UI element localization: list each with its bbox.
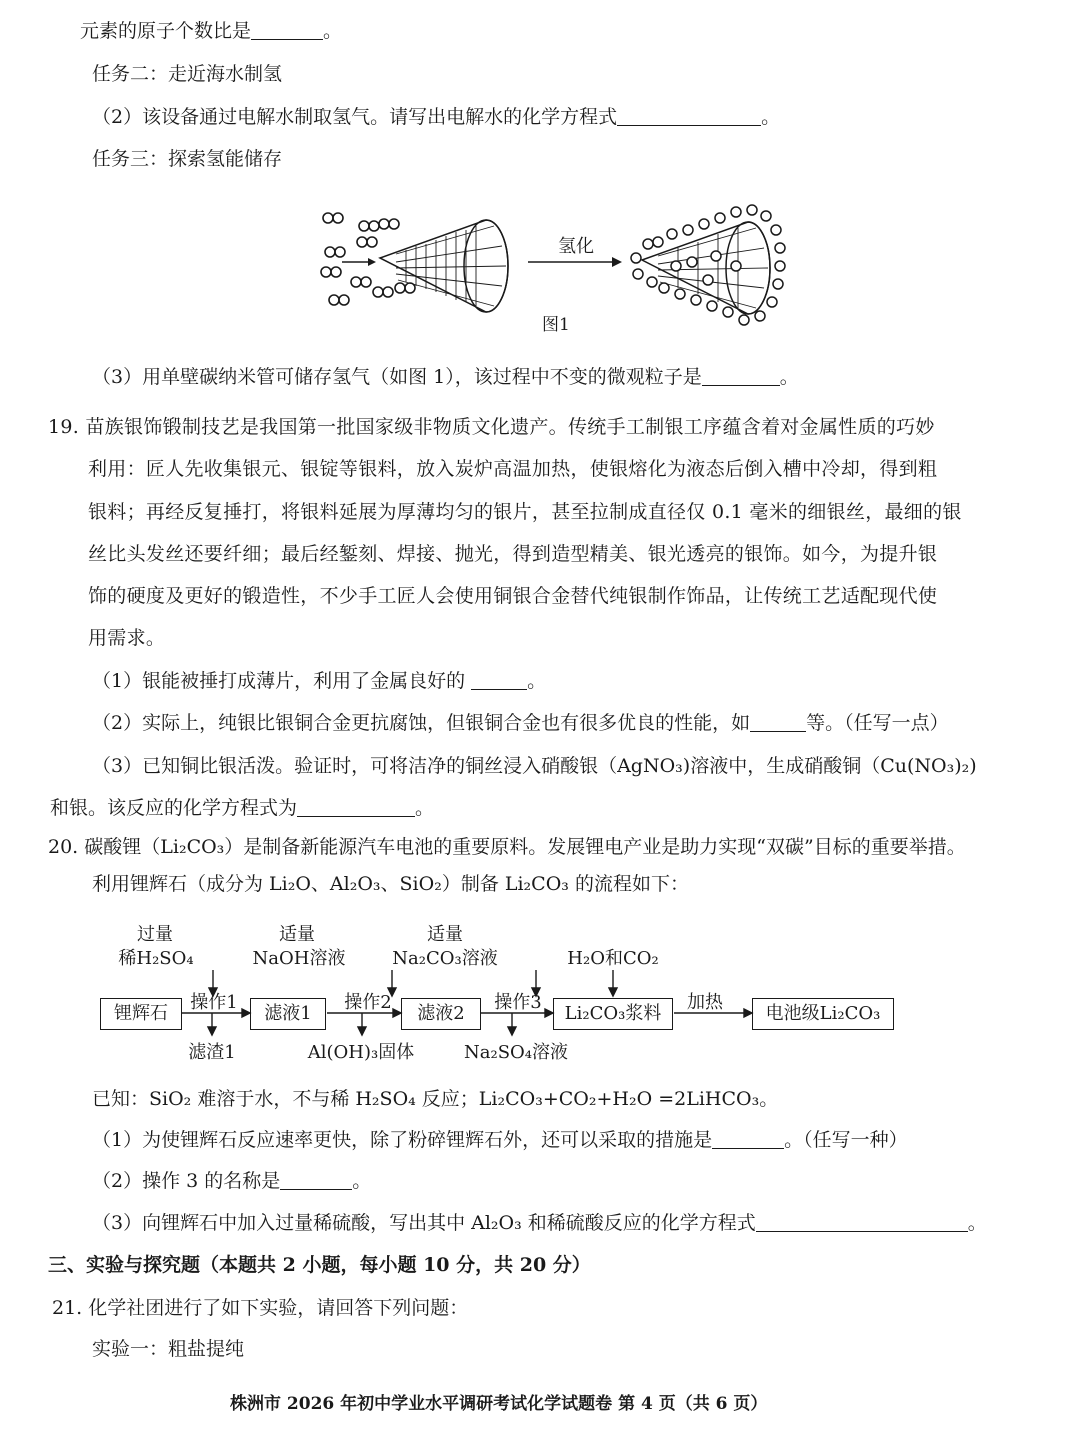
operation-2: 操作2 (344, 992, 392, 1013)
box-filtrate-1: 滤液1 (250, 998, 326, 1030)
answer-blank[interactable] (471, 670, 527, 690)
question-text: 元素的原子个数比是 (80, 20, 252, 43)
answer-blank[interactable] (702, 366, 780, 386)
question-text: 和银。该反应的化学方程式为 (50, 797, 298, 820)
answer-blank[interactable] (750, 712, 806, 732)
box-filtrate-2: 滤液2 (401, 998, 481, 1030)
answer-line (80, 20, 342, 44)
punctuation: 。 (352, 1170, 372, 1193)
q19-paragraph-line: 用需求。 (88, 627, 166, 649)
question-text: （2）该设备通过电解水制取氢气。请写出电解水的化学方程式 (92, 106, 618, 129)
question-3 (92, 366, 799, 390)
question-text: （2）实际上，纯银比银铜合金更抗腐蚀，但银铜合金也有很多优良的性能，如 (92, 712, 751, 735)
punctuation: 。 (415, 797, 435, 820)
page-footer: 株洲市 2026 年初中学业水平调研考试化学试题卷 第 4 页（共 6 页） (230, 1394, 768, 1414)
answer-blank[interactable] (712, 1129, 784, 1149)
answer-blank[interactable] (251, 20, 323, 40)
carbon-nanotube-empty (380, 220, 508, 312)
operation-heat: 加热 (687, 992, 723, 1013)
experiment-1-title: 实验一：粗盐提纯 (92, 1338, 245, 1360)
reagent-4: H₂O和CO₂ (567, 948, 659, 969)
box-battery-li2co3: 电池级Li₂CO₃ (752, 998, 894, 1030)
reagent-3: Na₂CO₃溶液 (392, 948, 498, 969)
operation-3: 操作3 (494, 992, 542, 1013)
punctuation: 。 (527, 670, 547, 693)
q20-intro: 20. 碳酸锂（Li₂CO₃）是制备新能源汽车电池的重要原料。发展锂电产业是助力实现“双碳”目标的重要举措。 (48, 836, 966, 858)
q19-part-2 (92, 712, 949, 736)
task3-title: 任务三：探索氢能储存 (92, 148, 283, 170)
carbon-nanotube-hydrogenated (631, 205, 785, 325)
punctuation: 。 (761, 106, 781, 129)
q19-part-3: （3）已知铜比银活泼。验证时，可将洁净的铜丝浸入硝酸银（AgNO₃)溶液中，生成硝酸铜（Cu(NO₃)₂) (92, 755, 977, 777)
q19-part-3-cont (50, 797, 434, 821)
nanotube-diagram (316, 196, 796, 346)
known-info: 已知：SiO₂ 难溶于水，不与稀 H₂SO₄ 反应；Li₂CO₃+CO₂+H₂O =2LiHCO₃。 (92, 1088, 779, 1110)
answer-blank[interactable] (297, 797, 415, 817)
reagent-2: NaOH溶液 (252, 948, 346, 969)
answer-blank[interactable] (756, 1212, 968, 1232)
task2-title: 任务二：走近海水制氢 (92, 63, 283, 85)
question-2 (92, 106, 780, 130)
question-text: 。（任写一种） (784, 1129, 908, 1152)
na2so4-solution: Na₂SO₄溶液 (464, 1042, 569, 1063)
figure-1 (316, 196, 796, 346)
reagent-1: 稀H₂SO₄ (118, 948, 194, 969)
box-spodumene: 锂辉石 (100, 998, 182, 1030)
q19-paragraph-line: 利用：匠人先收集银元、银锭等银料，放入炭炉高温加热，使银熔化为液态后倒入槽中冷却，得到粗 (88, 458, 938, 480)
punctuation: 。 (779, 366, 799, 389)
question-text: （3）用单壁碳纳米管可储存氢气（如图 1），该过程中不变的微观粒子是 (92, 366, 702, 389)
question-text: （1）银能被捶打成薄片，利用了金属良好的 (92, 670, 466, 693)
reagent-2-amount: 适量 (279, 924, 315, 945)
box-li2co3-slurry: Li₂CO₃浆料 (553, 998, 673, 1030)
q20-part-3 (92, 1212, 987, 1236)
operation-1: 操作1 (190, 992, 238, 1013)
question-text: 等。（任写一点） (806, 712, 949, 735)
q19-paragraph-line: 饰的硬度及更好的锻造性，不少手工匠人会使用铜银合金替代纯银制作饰品，让传统工艺适配现代使 (88, 585, 938, 607)
question-text: （3）向锂辉石中加入过量稀硫酸，写出其中 Al₂O₃ 和稀硫酸反应的化学方程式 (92, 1212, 756, 1235)
reagent-3-amount: 适量 (427, 924, 463, 945)
q19-paragraph-line: 19. 苗族银饰锻制技艺是我国第一批国家级非物质文化遗产。传统手工制银工序蕴含着对金属性质的巧妙 (48, 416, 935, 438)
q19-paragraph-line: 银料；再经反复捶打，将银料延展为厚薄均匀的银片，甚至拉制成直径仅 0.1 毫米的细银丝，最细的银 (88, 501, 962, 523)
reagent-1-amount: 过量 (137, 924, 173, 945)
process-flowchart (92, 918, 912, 1068)
question-text: （1）为使锂辉石反应速率更快，除了粉碎锂辉石外，还可以采取的措施是 (92, 1129, 713, 1152)
answer-blank[interactable] (280, 1170, 352, 1190)
q20-intro-2: 利用锂辉石（成分为 Li₂O、Al₂O₃、SiO₂）制备 Li₂CO₃ 的流程如下： (92, 873, 689, 895)
answer-blank[interactable] (617, 106, 761, 126)
q19-paragraph-line: 丝比头发丝还要纤细；最后经錾刻、焊接、抛光，得到造型精美、银光透亮的银饰。如今，为提升银 (88, 543, 938, 565)
arrow-label: 氢化 (558, 236, 594, 257)
q19-part-1 (92, 670, 546, 694)
section-3-title: 三、实验与探究题（本题共 2 小题，每小题 10 分，共 20 分） (48, 1254, 591, 1276)
q20-part-2 (92, 1170, 371, 1194)
q21-intro: 21. 化学社团进行了如下实验，请回答下列问题： (52, 1297, 469, 1319)
punctuation: 。 (967, 1212, 987, 1235)
question-text: （2）操作 3 的名称是 (92, 1170, 281, 1193)
punctuation: 。 (323, 20, 343, 43)
figure-caption: 图1 (542, 315, 570, 335)
q20-part-1 (92, 1129, 908, 1153)
aloh3-solid: Al(OH)₃固体 (307, 1042, 415, 1063)
residue-1: 滤渣1 (188, 1042, 236, 1063)
